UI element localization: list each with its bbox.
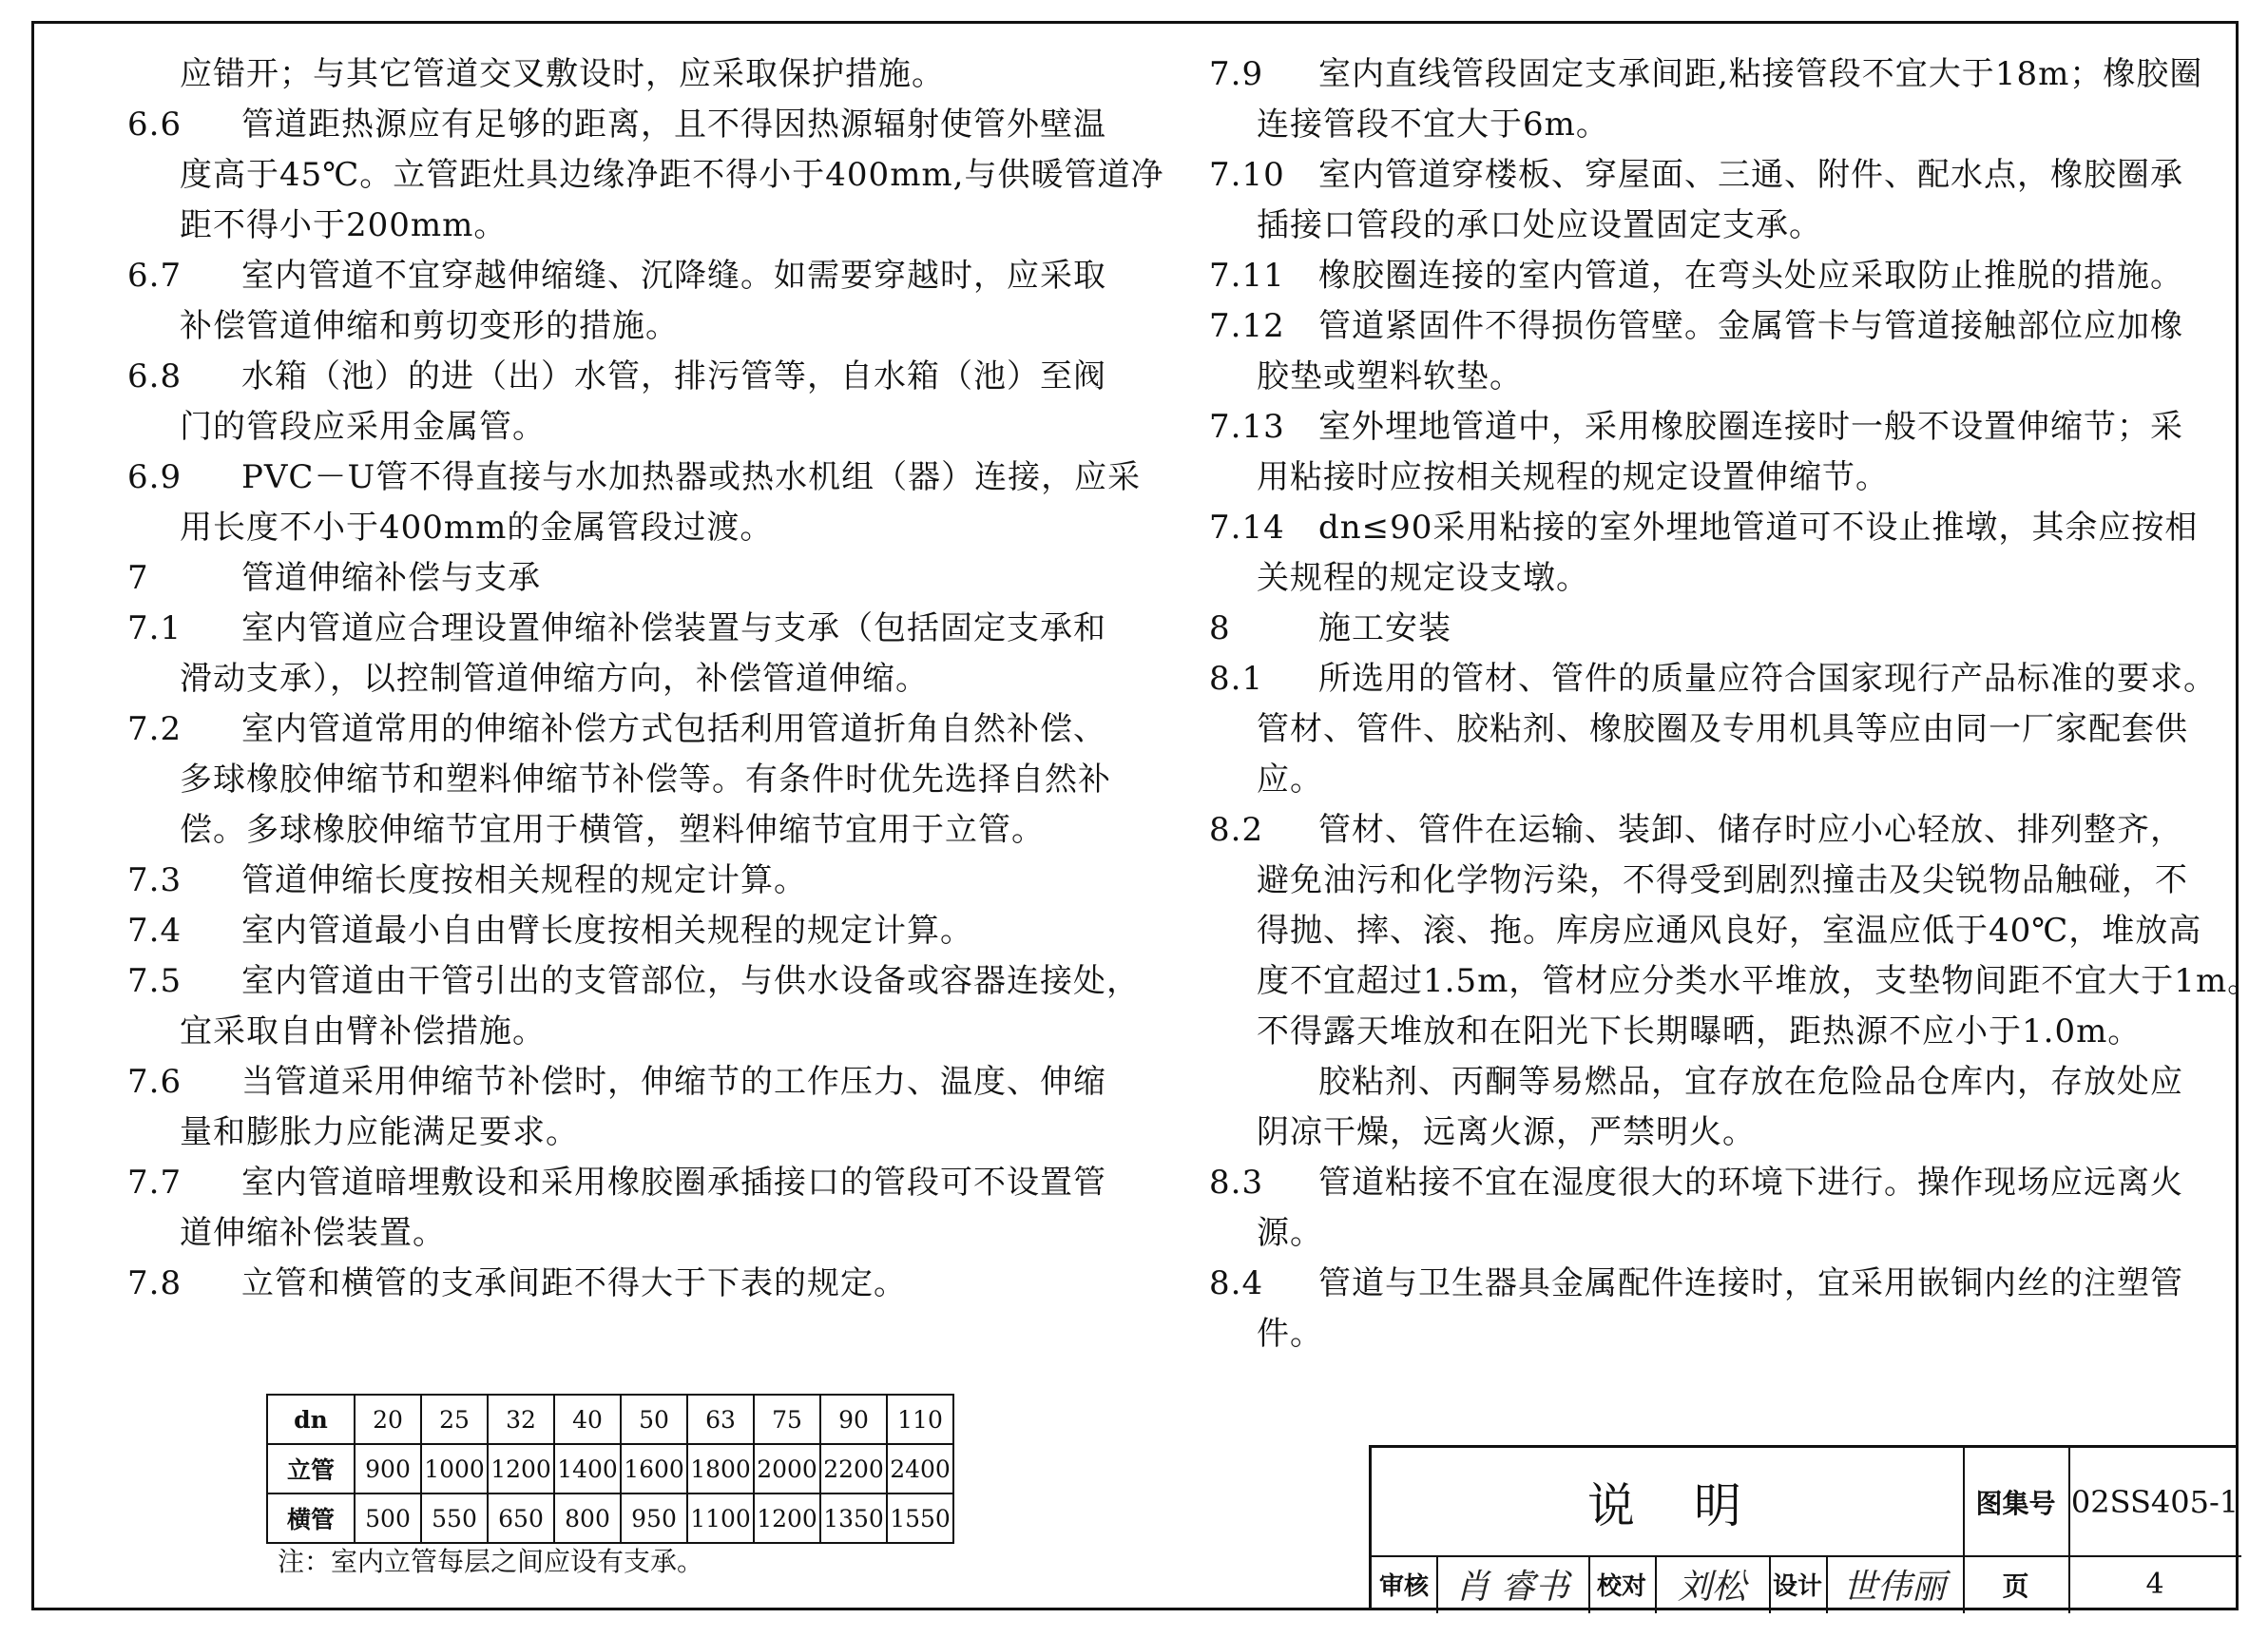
clause-text: 室内管道暗埋敷设和采用橡胶圈承插接口的管段可不设置管 [241, 1164, 1106, 1202]
text-line [127, 201, 1087, 251]
clause-text: 门的管段应采用金属管。 [180, 408, 546, 446]
support-spacing-table [266, 1394, 954, 1544]
clause-number: 7.14 [1209, 509, 1285, 547]
clause-text: 管道距热源应有足够的距离，且不得因热源辐射使管外壁温 [241, 106, 1106, 144]
table-cell: 50 [621, 1395, 687, 1444]
table-cell: 1000 [421, 1444, 488, 1493]
text-line [127, 1208, 1087, 1259]
text-line [127, 100, 1106, 150]
clause-text: 室内管道最小自由臂长度按相关规程的规定计算。 [241, 912, 973, 950]
clause-number: 7.2 [127, 710, 183, 748]
clause-number: 8.1 [1209, 660, 1264, 698]
table-cell: 550 [421, 1493, 488, 1543]
text-line [1209, 654, 2217, 704]
clause-text: 件。 [1257, 1315, 1323, 1353]
text-line [1209, 956, 2261, 1007]
clause-number: 6.8 [127, 357, 183, 395]
text-line [1209, 1007, 2160, 1057]
check-signature: 刘松 [1677, 1568, 1746, 1607]
table-cell: 63 [687, 1395, 754, 1444]
text-line [1209, 1108, 2160, 1158]
clause-text: 管材、管件在运输、装卸、储存时应小心轻放、排列整齐， [1318, 811, 2183, 849]
table-cell: 1100 [687, 1493, 754, 1543]
row-header: dn [267, 1395, 355, 1444]
text-line [1209, 150, 2183, 201]
right-column [1209, 49, 2261, 1359]
text-line [1209, 251, 2183, 301]
clause-number: 7.8 [127, 1264, 183, 1302]
row-header: 立管 [267, 1444, 355, 1493]
text-line [127, 604, 1106, 654]
table-cell: 40 [554, 1395, 621, 1444]
text-line [1209, 704, 2188, 755]
clause-text: 量和膨胀力应能满足要求。 [180, 1113, 579, 1151]
left-column [127, 49, 1164, 1309]
table-cell: 20 [355, 1395, 421, 1444]
table-row [267, 1395, 953, 1444]
table-row [267, 1444, 953, 1493]
clause-text: 关规程的规定设支墩。 [1257, 559, 1589, 597]
text-line [127, 503, 1087, 553]
clause-text: PVC－U管不得直接与水加热器或热水机组（器）连接，应采 [241, 458, 1142, 496]
text-line [1209, 1208, 2160, 1259]
clause-text: 室内管道常用的伸缩补偿方式包括利用管道折角自然补偿、 [241, 710, 1106, 748]
table-cell: 1350 [820, 1493, 887, 1543]
table-cell: 800 [554, 1493, 621, 1543]
text-line [127, 49, 1087, 100]
text-line [127, 805, 1087, 856]
table-note: 注：室内立管每层之间应设有支承。 [278, 1546, 704, 1577]
clause-text: 管道与卫生器具金属配件连接时，宜采用嵌铜内丝的注塑管 [1318, 1264, 2183, 1302]
clause-text: 度高于45℃。立管距灶具边缘净距不得小于400mm,与供暖管道净 [180, 156, 1164, 194]
text-line [127, 1158, 1106, 1208]
text-line [1209, 1259, 2183, 1309]
clause-number: 6.6 [127, 106, 183, 144]
text-line [1209, 604, 2160, 654]
clause-text: 管道粘接不宜在湿度很大的环境下进行。操作现场应远离火 [1318, 1164, 2183, 1202]
clause-text: 当管道采用伸缩节补偿时，伸缩节的工作压力、温度、伸缩 [241, 1063, 1106, 1101]
clause-text: 避免油污和化学物污染，不得受到剧烈撞击及尖锐物品触碰，不 [1257, 861, 2188, 899]
clause-text: 管材、管件、胶粘剂、橡胶圈及专用机具等应由同一厂家配套供 [1257, 710, 2188, 748]
text-line [1209, 755, 2160, 805]
clause-text: 水箱（池）的进（出）水管，排污管等，自水箱（池）至阀 [241, 357, 1106, 395]
atlas-number-label: 图集号 [1975, 1487, 2056, 1519]
clause-text: 连接管段不宜大于6m。 [1257, 106, 1609, 144]
design-signature: 世伟丽 [1842, 1568, 1946, 1607]
table-cell: 900 [355, 1444, 421, 1493]
page-label: 页 [2002, 1570, 2029, 1602]
text-line [127, 1057, 1106, 1108]
clause-number: 8 [1209, 609, 1231, 647]
table-cell: 500 [355, 1493, 421, 1543]
text-line [127, 402, 1087, 453]
text-line [127, 856, 1087, 906]
text-line [127, 453, 1142, 503]
clause-text: 多球橡胶伸缩节和塑料伸缩节补偿等。有条件时优先选择自然补 [180, 761, 1111, 799]
text-line [127, 1108, 1087, 1158]
clause-text: 阴凉干燥，远离火源，严禁明火。 [1257, 1113, 1756, 1151]
text-line [1209, 49, 2203, 100]
text-line [1209, 453, 2160, 503]
clause-number: 7.11 [1209, 257, 1285, 295]
text-line [127, 150, 1164, 201]
table-cell: 110 [887, 1395, 953, 1444]
text-line [127, 251, 1106, 301]
clause-number: 7 [127, 559, 149, 597]
text-line [127, 956, 1140, 1007]
clause-text: 胶粘剂、丙酮等易燃品，宜存放在危险品仓库内，存放处应 [1318, 1063, 2183, 1101]
clause-text: 宜采取自由臂补偿措施。 [180, 1012, 546, 1050]
clause-number: 7.7 [127, 1164, 183, 1202]
clause-text: 室内管道不宜穿越伸缩缝、沉降缝。如需要穿越时，应采取 [241, 257, 1106, 295]
text-line [1209, 201, 2160, 251]
clause-text: 管道伸缩补偿与支承 [241, 559, 541, 597]
clause-number: 8.4 [1209, 1264, 1264, 1302]
clause-number: 7.13 [1209, 408, 1285, 446]
table-cell: 25 [421, 1395, 488, 1444]
text-line [1209, 1057, 2183, 1108]
table-cell: 1400 [554, 1444, 621, 1493]
clause-number: 7.12 [1209, 307, 1285, 345]
text-line [1209, 352, 2160, 402]
clause-number: 6.9 [127, 458, 183, 496]
clause-text: 不得露天堆放和在阳光下长期曝晒，距热源不应小于1.0m。 [1257, 1012, 2142, 1050]
text-line [127, 553, 1087, 604]
clause-text: 室内管道由干管引出的支管部位，与供水设备或容器连接处， [241, 962, 1140, 1000]
row-header: 横管 [267, 1493, 355, 1543]
text-line [127, 654, 1087, 704]
clause-text: 距不得小于200mm。 [180, 206, 508, 244]
table-cell: 75 [754, 1395, 820, 1444]
title-block [1369, 1445, 2239, 1610]
clause-number: 7.3 [127, 861, 183, 899]
clause-number: 8.3 [1209, 1164, 1264, 1202]
atlas-number: 02SS405-1 [2070, 1483, 2239, 1520]
clause-text: 室外埋地管道中，采用橡胶圈连接时一般不设置伸缩节；采 [1318, 408, 2183, 446]
text-line [1209, 1158, 2183, 1208]
text-line [1209, 553, 2160, 604]
text-line [127, 301, 1087, 352]
clause-number: 7.4 [127, 912, 183, 950]
text-line [127, 755, 1111, 805]
clause-text: 度不宜超过1.5m，管材应分类水平堆放，支垫物间距不宜大于1m。 [1257, 962, 2261, 1000]
clause-text: 施工安装 [1318, 609, 1451, 647]
text-line [127, 1259, 1087, 1309]
clause-text: dn≤90采用粘接的室外埋地管道可不设止推墩，其余应按相 [1318, 509, 2199, 547]
clause-text: 管道伸缩长度按相关规程的规定计算。 [241, 861, 807, 899]
clause-number: 7.5 [127, 962, 183, 1000]
text-line [1209, 856, 2188, 906]
clause-text: 应错开；与其它管道交叉敷设时，应采取保护措施。 [180, 55, 945, 93]
table-row [267, 1493, 953, 1543]
page-number: 4 [2145, 1568, 2164, 1601]
check-label: 校对 [1596, 1572, 1646, 1601]
text-line [1209, 503, 2199, 553]
clause-text: 立管和横管的支承间距不得大于下表的规定。 [241, 1264, 907, 1302]
text-line [127, 352, 1106, 402]
clause-number: 6.7 [127, 257, 183, 295]
clause-text: 胶垫或塑料软垫。 [1257, 357, 1523, 395]
text-line [127, 704, 1106, 755]
table-cell: 90 [820, 1395, 887, 1444]
clause-number: 7.10 [1209, 156, 1285, 194]
clause-text: 道伸缩补偿装置。 [180, 1214, 446, 1252]
table-cell: 1200 [754, 1493, 820, 1543]
table-cell: 32 [488, 1395, 554, 1444]
text-line [1209, 100, 2160, 150]
table-cell: 1550 [887, 1493, 953, 1543]
text-line [1209, 1309, 2160, 1359]
review-signature: 肖 睿书 [1455, 1568, 1569, 1607]
table-cell: 2000 [754, 1444, 820, 1493]
clause-text: 用长度不小于400mm的金属管段过渡。 [180, 509, 774, 547]
drawing-title: 说 明 [1587, 1477, 1747, 1533]
table-cell: 2400 [887, 1444, 953, 1493]
clause-number: 7.1 [127, 609, 183, 647]
clause-text: 室内直线管段固定支承间距,粘接管段不宜大于18m；橡胶圈 [1318, 55, 2203, 93]
table-cell: 1800 [687, 1444, 754, 1493]
text-line [1209, 805, 2183, 856]
table-cell: 1600 [621, 1444, 687, 1493]
clause-text: 源。 [1257, 1214, 1323, 1252]
clause-text: 管道紧固件不得损伤管壁。金属管卡与管道接触部位应加橡 [1318, 307, 2183, 345]
text-line [127, 906, 1087, 956]
clause-number: 7.6 [127, 1063, 183, 1101]
clause-text: 应。 [1257, 761, 1323, 799]
clause-number: 8.2 [1209, 811, 1264, 849]
clause-number: 7.9 [1209, 55, 1264, 93]
clause-text: 橡胶圈连接的室内管道，在弯头处应采取防止推脱的措施。 [1318, 257, 2183, 295]
clause-text: 室内管道应合理设置伸缩补偿装置与支承（包括固定支承和 [241, 609, 1106, 647]
clause-text: 用粘接时应按相关规程的规定设置伸缩节。 [1257, 458, 1889, 496]
review-label: 审核 [1378, 1572, 1429, 1601]
clause-text: 滑动支承），以控制管道伸缩方向，补偿管道伸缩。 [180, 660, 929, 698]
table-cell: 1200 [488, 1444, 554, 1493]
text-line [1209, 402, 2183, 453]
clause-text: 补偿管道伸缩和剪切变形的措施。 [180, 307, 679, 345]
clause-text: 室内管道穿楼板、穿屋面、三通、附件、配水点，橡胶圈承 [1318, 156, 2183, 194]
text-line [1209, 906, 2202, 956]
table-cell: 2200 [820, 1444, 887, 1493]
text-line [127, 1007, 1087, 1057]
text-line [1209, 301, 2183, 352]
clause-text: 插接口管段的承口处应设置固定支承。 [1257, 206, 1822, 244]
clause-text: 所选用的管材、管件的质量应符合国家现行产品标准的要求。 [1318, 660, 2217, 698]
table-cell: 950 [621, 1493, 687, 1543]
clause-text: 偿。多球橡胶伸缩节宜用于横管，塑料伸缩节宜用于立管。 [180, 811, 1045, 849]
table-cell: 650 [488, 1493, 554, 1543]
design-label: 设计 [1772, 1572, 1822, 1601]
clause-text: 得抛、摔、滚、拖。库房应通风良好，室温应低于40℃，堆放高 [1257, 912, 2202, 950]
